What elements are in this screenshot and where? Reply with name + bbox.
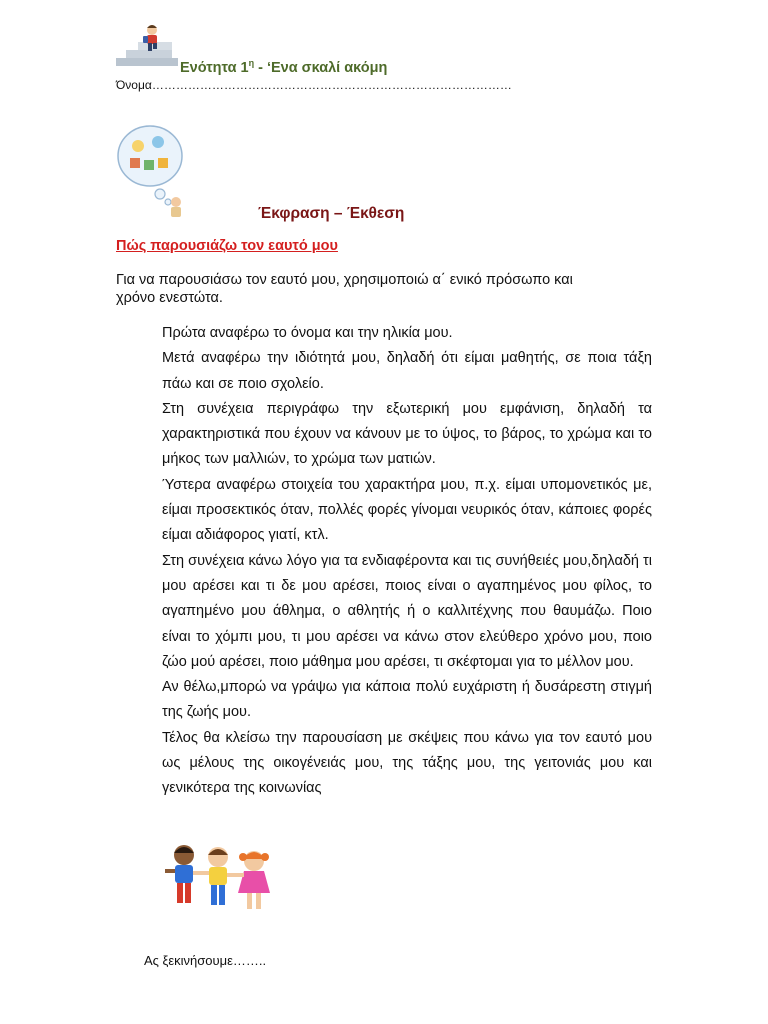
paragraph-interests: Στη συνέχεια κάνω λόγο για τα ενδιαφέροντα και τις συνήθειές μου,δηλαδή τι μου αρέσει και τι δε μου αρέσει, ποιος είναι ο αγαπημένος μου φίλος, το αγαπημένο μου άθλημα, ο αθλητής ή ο καλλιτέχνης που θαυμάζω. Ποιο είναι το χόμπι μου, τι μου αρέσει να κάνω στον ελεύθερο χρόνο μου, ποιο ζώο μού αρέσει, ποιο μάθημα μου αρέσει, τι σκέφτομαι για το μέλλον μου.	[162, 552, 652, 670]
three-children-holding-hands-icon	[160, 843, 278, 919]
unit-title: - ‘Ενα σκαλί ακόμη	[254, 59, 388, 76]
name-field-line: Όνομα………………………………………………………………………………	[116, 78, 512, 92]
thinking-child-cloud-icon	[116, 124, 192, 220]
unit-superscript: η	[248, 58, 255, 68]
paragraph-life-moment: Αν θέλω,μπορώ να γράψω για κάποια πολύ ευχάριστη ή δυσάρεστη στιγμή της ζωής μου.	[162, 679, 652, 721]
paragraph-student-status: Μετά αναφέρω την ιδιότητά μου, δηλαδή ότι είμαι μαθητής, σε ποια τάξη πάω και σε ποιο σχολείο.	[162, 350, 652, 392]
section-subtitle: Πώς παρουσιάζω τον εαυτό μου	[116, 238, 338, 254]
paragraph-appearance: Στη συνέχεια περιγράφω την εξωτερική μου εμφάνιση, δηλαδή τα χαρακτηριστικά που έχουν να κάνουν με το ύψος, το βάρος, το χρώμα και το μήκος των μαλλιών, το χρώμα των ματιών.	[162, 400, 652, 468]
child-climbing-steps-icon	[116, 24, 178, 68]
intro-line: χρόνο ενεστώτα.	[116, 290, 223, 306]
intro-text	[116, 271, 636, 307]
paragraph-conclusion: Τέλος θα κλείσω την παρουσίαση με σκέψεις που κάνω για τον εαυτό μου ως μέλους της οικογένειάς μου, της τάξης μου, της γειτονιάς μου και γενικότερα της κοινωνίας	[162, 729, 652, 797]
instructions-body	[162, 321, 652, 802]
page-title: Έκφραση – Έκθεση	[258, 205, 405, 222]
closing-text: Ας ξεκινήσουμε……..	[144, 953, 267, 968]
paragraph-character: Ύστερα αναφέρω στοιχεία του χαρακτήρα μου, π.χ. είμαι υπομονετικός με, είμαι προσεκτικός όταν, πολλές φορές γίνομαι νευρικός όταν, κάποιες φορές είμαι αδιάφορος γιατί, κτλ.	[162, 476, 652, 544]
intro-line: Για να παρουσιάσω τον εαυτό μου, χρησιμοποιώ α΄ ενικό πρόσωπο και	[116, 272, 573, 288]
unit-label: Ενότητα 1	[180, 59, 249, 76]
unit-heading	[180, 58, 387, 76]
paragraph-name-age: Πρώτα αναφέρω το όνομα και την ηλικία μου.	[162, 325, 453, 341]
